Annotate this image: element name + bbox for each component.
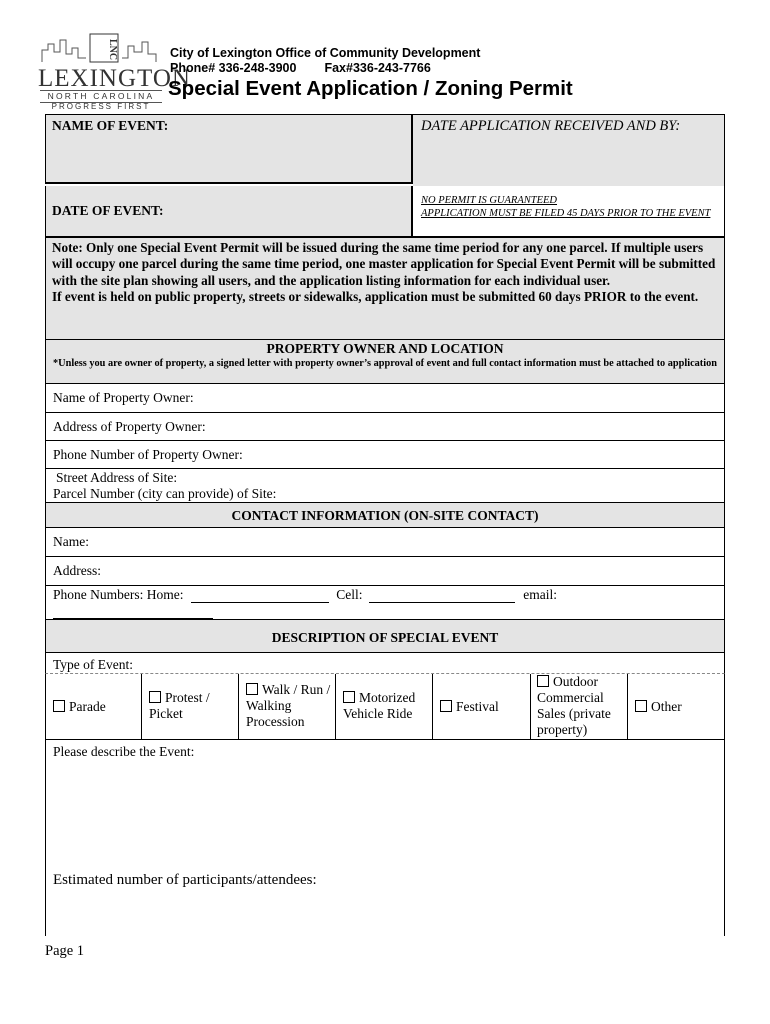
outdoor-sales-label: Outdoor Commercial Sales (private property) xyxy=(537,674,611,737)
cell-phone-line[interactable] xyxy=(369,602,515,603)
walk-checkbox[interactable] xyxy=(246,683,258,695)
site-address-field[interactable] xyxy=(45,468,725,502)
home-phone-label: Phone Numbers: Home: xyxy=(53,587,184,602)
event-description-area[interactable] xyxy=(45,740,725,936)
email-line[interactable] xyxy=(53,604,213,619)
date-received-cell[interactable] xyxy=(413,114,725,186)
date-of-event-cell[interactable] xyxy=(45,186,413,236)
contact-numbers xyxy=(170,61,431,76)
contact-address-label: Address: xyxy=(53,563,101,578)
note-box xyxy=(45,236,725,339)
grid-divider xyxy=(432,674,433,740)
parade-label: Parade xyxy=(69,699,106,714)
walk-label: Walk / Run / Walking Procession xyxy=(246,682,331,729)
grid-divider xyxy=(530,674,531,740)
name-of-event-cell[interactable] xyxy=(45,114,413,184)
property-owner-phone-field[interactable] xyxy=(45,440,725,468)
protest-checkbox[interactable] xyxy=(149,691,161,703)
contact-name-label: Name: xyxy=(53,534,89,549)
logo-wordmark: LEXINGTON xyxy=(38,65,191,92)
filing-deadline-notice: APPLICATION MUST BE FILED 45 DAYS PRIOR TO THE EVENT xyxy=(421,208,711,219)
event-type-festival[interactable] xyxy=(440,699,528,715)
office-name: City of Lexington Office of Community Development xyxy=(170,46,481,60)
street-address-label: Street Address of Site: xyxy=(56,470,178,485)
protest-label: Protest / Picket xyxy=(149,690,210,721)
event-type-other[interactable] xyxy=(635,699,721,715)
event-type-label: Type of Event: xyxy=(53,657,134,672)
contact-address-field[interactable] xyxy=(45,556,725,585)
page-number: Page 1 xyxy=(45,943,85,959)
other-checkbox[interactable] xyxy=(635,700,647,712)
event-type-label-row xyxy=(45,652,725,674)
logo-motto: PROGRESS FIRST xyxy=(51,102,151,111)
date-of-event-label: DATE OF EVENT: xyxy=(52,203,164,218)
office-phone: Phone# 336-248-3900 xyxy=(170,61,297,75)
description-heading: DESCRIPTION OF SPECIAL EVENT xyxy=(271,630,499,645)
note-single-permit: Note: Only one Special Event Permit will be issued during the same time period for any one parcel. If multiple users will occupy one parcel during the same time period, one master application for Special Event Permit will be submitted with the site plan showing all users, and the application listing information for each individual user. xyxy=(52,240,716,288)
contact-heading: CONTACT INFORMATION (ON-SITE CONTACT) xyxy=(231,508,539,523)
festival-checkbox[interactable] xyxy=(440,700,452,712)
logo-mark: LNC xyxy=(107,39,118,61)
other-label: Other xyxy=(651,699,682,714)
event-type-outdoor-sales[interactable] xyxy=(537,674,625,738)
estimated-attendees-label: Estimated number of participants/attendees: xyxy=(53,872,317,888)
property-owner-requirement: *Unless you are owner of property, a signed letter with property owner’s approval of event and full contact information must be attached to application xyxy=(53,358,717,369)
grid-divider xyxy=(238,674,239,740)
permit-notice-cell xyxy=(413,186,725,236)
contact-name-field[interactable] xyxy=(45,527,725,556)
no-permit-guaranteed: NO PERMIT IS GUARANTEED xyxy=(421,195,558,206)
property-owner-phone-label: Phone Number of Property Owner: xyxy=(53,447,243,462)
parade-checkbox[interactable] xyxy=(53,700,65,712)
motorized-checkbox[interactable] xyxy=(343,691,355,703)
logo-state: NORTH CAROLINA xyxy=(40,90,162,103)
name-of-event-label: NAME OF EVENT: xyxy=(52,118,169,133)
property-heading: PROPERTY OWNER AND LOCATION xyxy=(266,341,504,356)
property-owner-name-field[interactable] xyxy=(45,383,725,412)
email-label: email: xyxy=(523,587,557,602)
office-fax: Fax#336-243-7766 xyxy=(324,61,431,75)
cell-phone-label: Cell: xyxy=(336,587,363,602)
property-owner-address-field[interactable] xyxy=(45,412,725,440)
event-type-walk[interactable] xyxy=(246,682,334,730)
property-section-header xyxy=(45,339,725,383)
description-section-header xyxy=(45,619,725,652)
event-type-parade[interactable] xyxy=(53,699,139,715)
date-received-label: DATE APPLICATION RECEIVED AND BY: xyxy=(421,118,681,134)
note-public-property: If event is held on public property, streets or sidewalks, application must be submitted 60 days PRIOR to the event. xyxy=(52,289,699,305)
property-owner-name-label: Name of Property Owner: xyxy=(53,390,194,405)
grid-divider xyxy=(141,674,142,740)
describe-event-label: Please describe the Event: xyxy=(53,744,195,759)
event-type-protest[interactable] xyxy=(149,690,235,722)
page-title: Special Event Application / Zoning Permit xyxy=(168,77,573,100)
property-owner-address-label: Address of Property Owner: xyxy=(53,419,206,434)
festival-label: Festival xyxy=(456,699,499,714)
parcel-number-label: Parcel Number (city can provide) of Site: xyxy=(53,486,277,501)
contact-section-header xyxy=(45,502,725,527)
grid-divider xyxy=(335,674,336,740)
outdoor-sales-checkbox[interactable] xyxy=(537,675,549,687)
motorized-label: Motorized Vehicle Ride xyxy=(343,690,416,721)
grid-divider xyxy=(627,674,628,740)
contact-phone-field[interactable] xyxy=(45,585,725,619)
event-type-motorized[interactable] xyxy=(343,690,431,722)
